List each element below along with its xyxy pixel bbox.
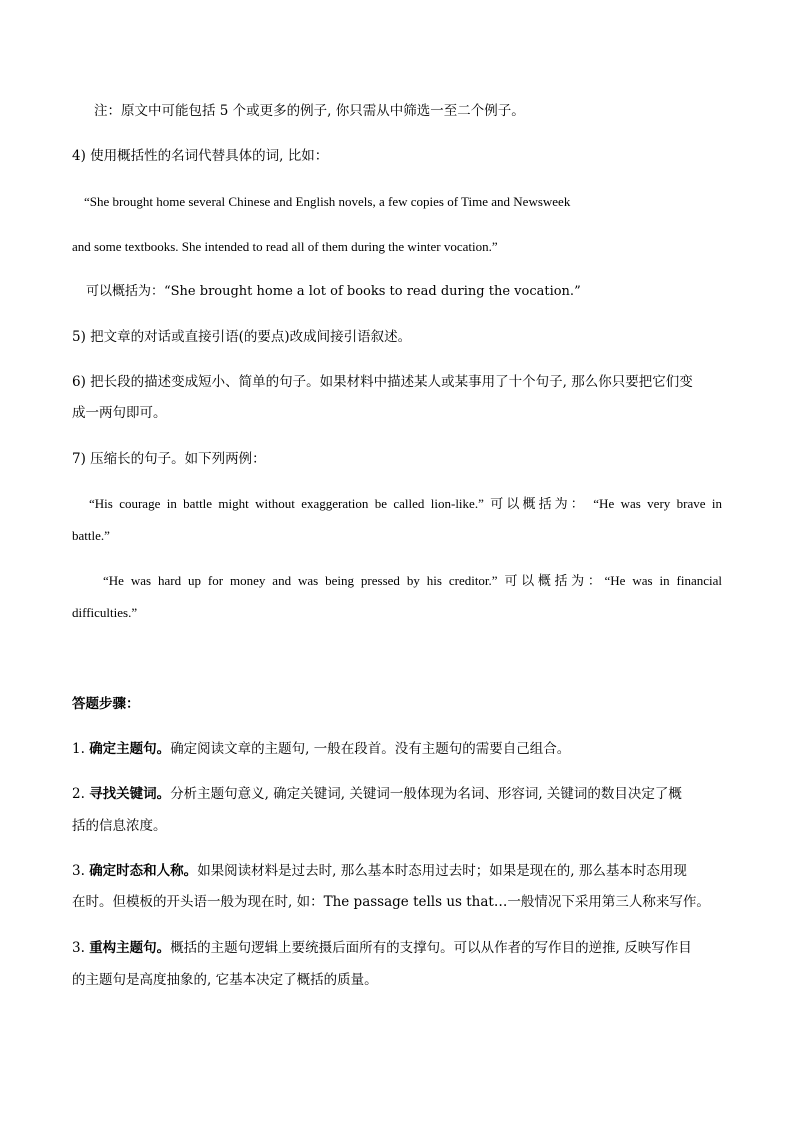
- step1-bold-label: 确定主题句。: [89, 741, 171, 757]
- item7-example2-line1: “He was hard up for money and was being pressed by his creditor.” 可以概括为：“He was in financial: [103, 573, 722, 588]
- step3-text: 如果阅读材料是过去时, 那么基本时态用过去时；如果是现在的, 那么基本时态用现: [197, 863, 687, 879]
- item4-heading: 4) 使用概括性的名词代替具体的词, 比如：: [72, 148, 329, 164]
- item7-example2-line2: difficulties.”: [72, 605, 138, 620]
- item4-summary: 可以概括为：“She brought home a lot of books to read during the vocation.”: [86, 284, 581, 299]
- item7-example1-line2: battle.”: [72, 528, 110, 543]
- step4-line1: [72, 940, 722, 956]
- step2-line2: 括的信息浓度。: [72, 818, 167, 834]
- step3-line2: 在时。但模板的开头语一般为现在时, 如：The passage tells us that…一般情况下采用第三人称来写作。: [72, 894, 710, 910]
- step3-bold-label: 确定时态和人称。: [89, 863, 198, 879]
- note-text: 注：原文中可能包括 5 个或更多的例子, 你只需从中筛选一至二个例子。: [94, 103, 525, 119]
- step2-text: 分析主题句意义, 确定关键词, 关键词一般体现为名词、形容词, 关键词的数目决定了概: [170, 786, 682, 802]
- step4-text: 概括的主题句逻辑上要统摄后面所有的支撑句。可以从作者的写作目的逆推, 反映写作目: [170, 940, 692, 956]
- step1-text: 确定阅读文章的主题句, 一般在段首。没有主题句的需要自己组合。: [170, 741, 571, 757]
- step4-line2: 的主题句是高度抽象的, 它基本决定了概括的质量。: [72, 972, 378, 988]
- item4-example-line1: “She brought home several Chinese and English novels, a few copies of Time and Newsweek: [84, 194, 571, 209]
- item4-example-line2: and some textbooks. She intended to read all of them during the winter vocation.”: [72, 239, 498, 254]
- step4-number: 3.: [72, 940, 85, 956]
- step2-number: 2.: [72, 786, 85, 802]
- item5-heading: 5) 把文章的对话或直接引语(的要点)改成间接引语叙述。: [72, 329, 412, 345]
- step3-number: 3.: [72, 863, 85, 879]
- step1-line: [72, 741, 722, 757]
- step1-number: 1.: [72, 741, 85, 757]
- step3-line1: [72, 863, 722, 879]
- item7-heading: 7) 压缩长的句子。如下列两例：: [72, 451, 266, 467]
- item6-line1: 6) 把长段的描述变成短小、简单的句子。如果材料中描述某人或某事用了十个句子, 那么你只要把它们变: [72, 374, 693, 390]
- steps-title: 答题步骤：: [72, 696, 140, 712]
- item6-line2: 成一两句即可。: [72, 405, 167, 421]
- step4-bold-label: 重构主题句。: [89, 940, 171, 956]
- item7-example1-line1: “His courage in battle might without exaggeration be called lion-like.” 可以概括为： “He was very brave in: [89, 496, 722, 511]
- step2-bold-label: 寻找关键词。: [89, 786, 171, 802]
- step2-line1: [72, 786, 722, 802]
